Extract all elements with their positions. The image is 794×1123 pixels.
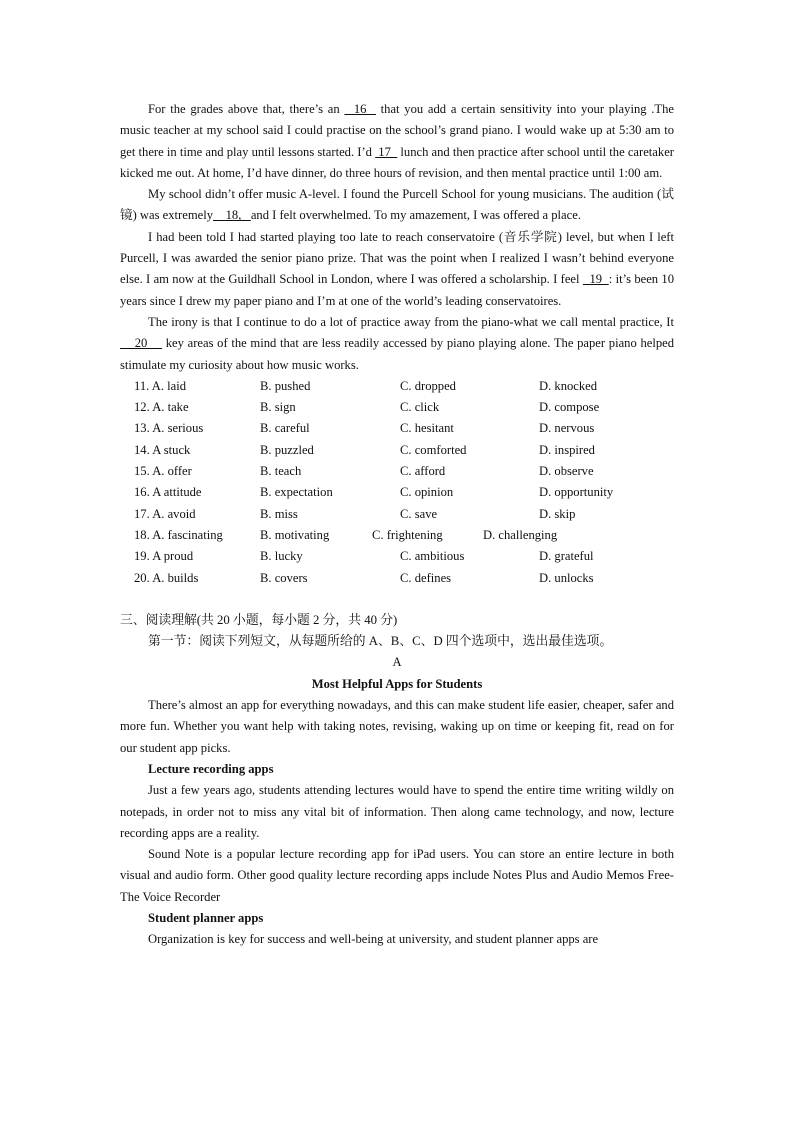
option-row-16: [120, 482, 674, 503]
option-a: 12. A. take: [134, 400, 189, 415]
option-row-12: [120, 397, 674, 418]
option-c: C. dropped: [400, 378, 456, 393]
option-b: B. covers: [260, 570, 308, 585]
option-a: 14. A stuck: [134, 442, 191, 457]
option-c: C. comforted: [400, 442, 467, 457]
passage-title: Most Helpful Apps for Students: [311, 676, 483, 691]
text: lunch and then practice after school until the caretaker kicked me out. At home, I’d have dinner, do three hours of revision, and then mental practice until 1:00 am.: [120, 144, 674, 180]
option-row-20: [120, 568, 674, 589]
option-d: D. nervous: [539, 421, 595, 436]
option-d: D. grateful: [539, 549, 594, 564]
option-c: C. hesitant: [400, 421, 454, 436]
passage-paragraph-1: [120, 99, 674, 184]
option-b: B. motivating: [260, 527, 330, 542]
text: that you add a certain sensitivity into your playing .The music teacher at my school said I could practise on the school’s grand piano. I would wake up at 5:30 am to get there in time and play until lessons started. I’d: [120, 102, 674, 159]
option-a: 11. A. laid: [134, 378, 187, 393]
lecture-paragraph-2: Sound Note is a popular lecture recording app for iPad users. You can store an entire lecture in both visual and audio form. Other good quality lecture recording apps include Notes Plus and Audio Memos Free-The Voice Recorder: [120, 847, 674, 904]
passage-letter: A: [392, 655, 402, 670]
intro-paragraph: There’s almost an app for everything nowadays, and this can make student life easier, cheaper, safer and more fun. Whether you want help with taking notes, revising, waking up on time or keeping fit, read on for our student app picks.: [120, 698, 674, 755]
text: and I felt overwhelmed. To my amazement, I was offered a place.: [250, 208, 581, 223]
option-c: C. ambitious: [400, 549, 465, 564]
option-d: D. inspired: [539, 442, 595, 457]
option-row-14: [120, 440, 674, 461]
option-a: 17. A. avoid: [134, 506, 196, 521]
option-row-17: [120, 504, 674, 525]
option-c: C. click: [400, 400, 440, 415]
option-b: B. teach: [260, 464, 302, 479]
section-heading: 三、阅读理解(共 20 小题，每小题 2 分，共 40 分): [120, 612, 398, 627]
option-b: B. puzzled: [260, 442, 314, 457]
planner-paragraph-1: Organization is key for success and well-being at university, and student planner apps are: [148, 932, 599, 947]
option-c: C. save: [400, 506, 438, 521]
blank-17: 17: [375, 144, 398, 159]
section-instruction: 第一节：阅读下列短文，从每题所给的 A、B、C、D 四个选项中，选出最佳选项。: [148, 634, 613, 649]
option-b: B. expectation: [260, 485, 333, 500]
option-b: B. miss: [260, 506, 298, 521]
option-c: C. afford: [400, 464, 446, 479]
document-page: [120, 99, 674, 951]
text: : it’s been 10 years since I drew my paper piano and I’m at one of the world’s leading conservatoires.: [120, 272, 675, 308]
text: My school didn’t offer music A-level. I found the Purcell School for young musicians. The audition (试镜) was extremely: [120, 187, 674, 223]
option-c: C. defines: [400, 570, 452, 585]
text: key areas of the mind that are less readily accessed by piano playing alone. The paper piano helped stimulate my curiosity about how music works.: [120, 336, 675, 372]
passage-paragraph-3: [120, 227, 674, 312]
blank-19: 19: [582, 272, 609, 287]
option-b: B. pushed: [260, 378, 311, 393]
option-d: D. opportunity: [539, 485, 614, 500]
text: I had been told I had started playing too late to reach conservatoire (音乐学院) level, but when I left Purcell, I was awarded the senior piano prize. That was the point when I realized I wasn’t behind everyone else. I am now at the Guildhall School in London, where I was offered a scholarship. I feel: [120, 229, 674, 287]
option-a: 16. A attitude: [134, 485, 202, 500]
option-a: 18. A. fascinating: [134, 527, 223, 542]
text: For the grades above that, there’s an: [148, 102, 345, 116]
option-b: B. lucky: [260, 549, 303, 564]
option-row-15: [120, 461, 674, 482]
option-row-11: [120, 376, 674, 397]
option-b: B. careful: [260, 421, 310, 436]
option-b: B. sign: [260, 400, 296, 415]
text: The irony is that I continue to do a lot of practice away from the piano-what we call mental practice, It: [148, 314, 674, 329]
option-d: D. knocked: [539, 378, 598, 393]
blank-20: 20: [120, 336, 163, 351]
option-a: 15. A. offer: [134, 464, 192, 479]
lecture-paragraph-1: Just a few years ago, students attending lectures would have to spend the entire time writing wildly on notepads, in order not to miss any vital bit of information. Then along came technology, and now, lecture recording apps are a reality.: [120, 783, 674, 840]
option-d: D. observe: [539, 464, 594, 479]
option-a: 20. A. builds: [134, 570, 199, 585]
option-a: 19. A proud: [134, 549, 194, 564]
option-a: 13. A. serious: [134, 421, 204, 436]
blank-18: 18,: [213, 208, 251, 223]
passage-paragraph-4: [120, 312, 674, 376]
subheading-student-planner: Student planner apps: [148, 910, 264, 925]
option-row-13: [120, 418, 674, 439]
option-d: D. skip: [539, 506, 576, 521]
option-row-18: [120, 525, 674, 546]
passage-paragraph-2: [120, 184, 674, 227]
option-d: D. compose: [539, 400, 600, 415]
answer-options: [120, 376, 674, 589]
blank-16: 16: [344, 102, 376, 116]
option-d: D. unlocks: [539, 570, 594, 585]
option-row-19: [120, 546, 674, 567]
subheading-lecture-recording: Lecture recording apps: [148, 761, 274, 776]
option-c: C. opinion: [400, 485, 454, 500]
option-c: C. frightening: [372, 527, 443, 542]
option-d: D. challenging: [483, 527, 558, 542]
